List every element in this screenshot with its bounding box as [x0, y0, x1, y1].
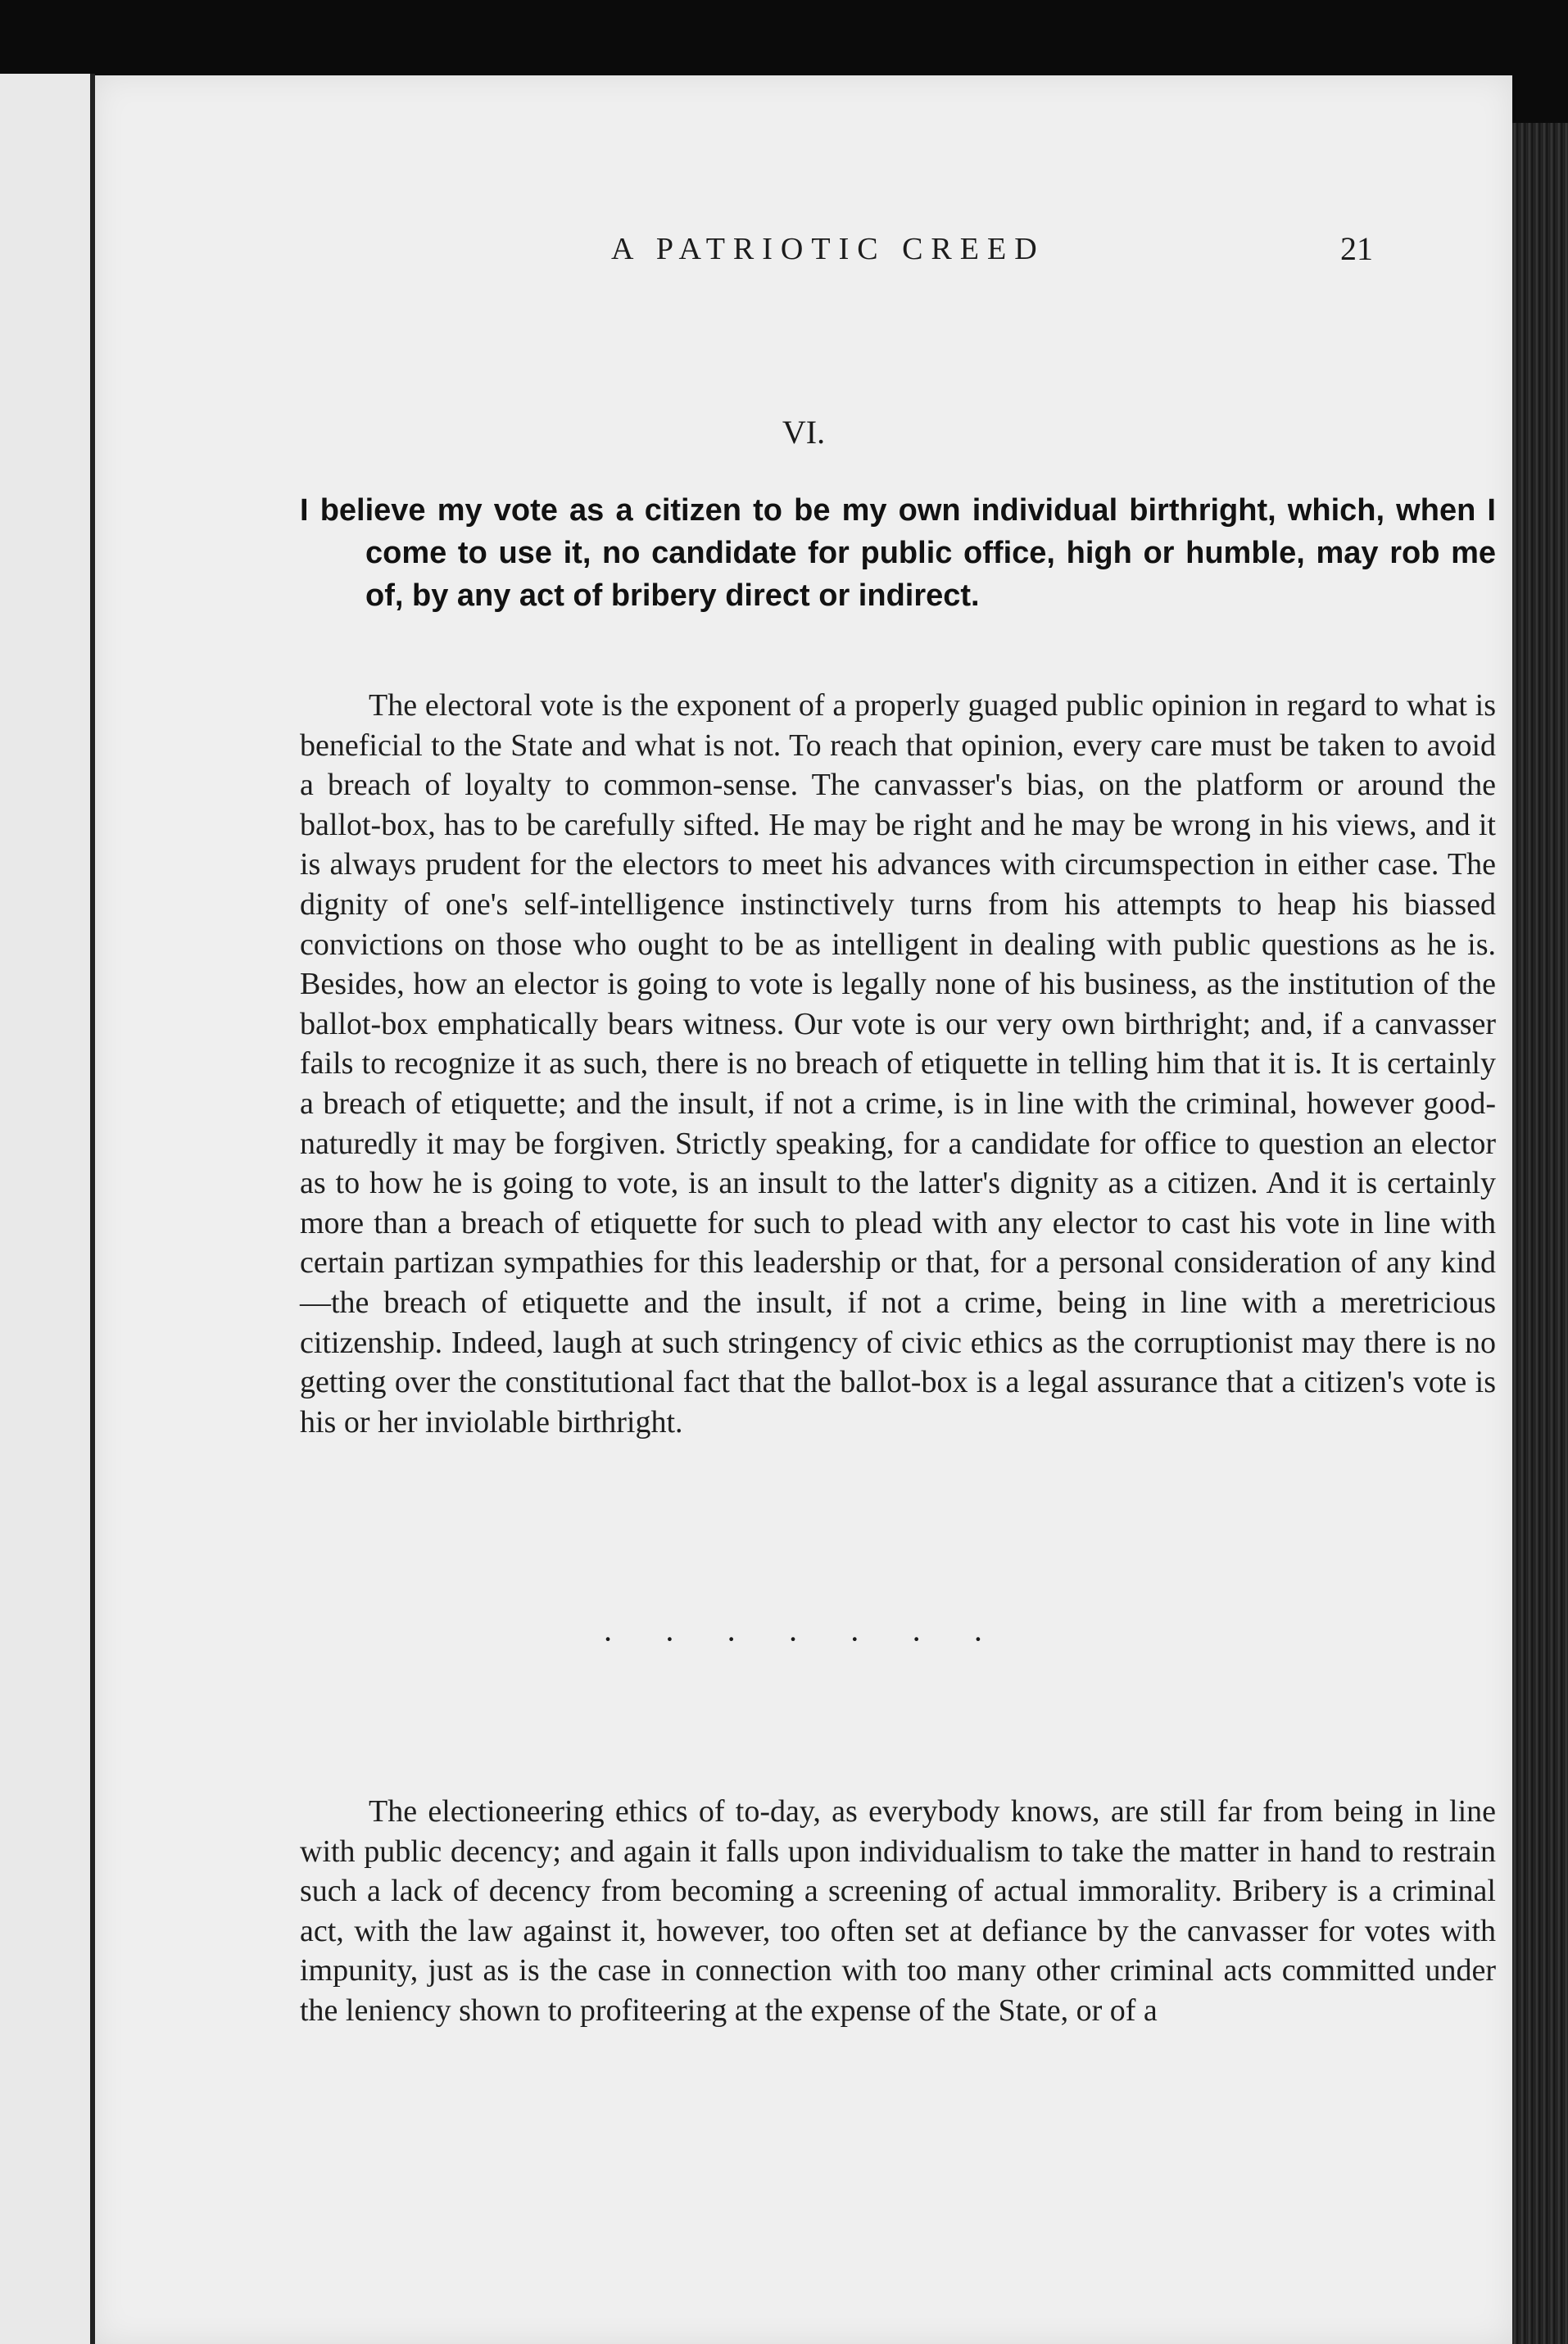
page-header [95, 231, 1512, 280]
running-head: A PATRIOTIC CREED [611, 232, 1045, 266]
creed-statement: I believe my vote as a citizen to be my own individual birthright, which, when I come to use it, no candidate for public office, high or humble, may rob me of, by any act of bribery direct or indirect. [300, 493, 1496, 613]
page-number: 21 [1340, 230, 1373, 267]
section-separator: · · · · · · · [602, 1621, 1005, 1657]
previous-page-edge [0, 74, 95, 2344]
body-paragraph: The electoral vote is the exponent of a properly guaged public opinion in regard to what is beneficial to the State and what is not. To reach that opinion, every care must be taken to avoid a breach of loyalty to common-sense. The canvasser's bias, on the platform or around the ballot-box, has to be carefully sifted. He may be right and he may be wrong in his views, and it is always prudent for the electors to meet his advances with circumspection in either case. The dignity of one's self-intelligence instinctively turns from his attempts to heap his biassed convictions on those who ought to be as intelligent in dealing with public questions as he is. Besides, how an elector is going to vote is legally none of his business, as the institution of the ballot-box emphatically bears witness. Our vote is our very own birthright; and, if a canvasser fails to recognize it as such, there is no breach of etiquette in telling him that it is. It is certainly a breach of etiquette; and the insult, if not a crime, is in line with the criminal, however good-naturedly it may be forgiven. Strictly speaking, for a candidate for office to question an elector as to how he is going to vote, is an insult to the latter's dignity as a citizen. And it is certainly more than a breach of etiquette for such to plead with any elector to cast his vote in line with certain partizan sympathies for this leadership or that, for a personal consideration of any kind—the breach of etiquette and the insult, if not a crime, being in line with a meretricious citizenship. Indeed, laugh at such stringency of civic ethics as the corruptionist may there is no getting over the constitutional fact that the ballot-box is a legal assurance that a citizen's vote is his or her inviolable birthright. [300, 688, 1496, 1439]
book-page-edges [1512, 123, 1568, 2344]
book-page [95, 75, 1512, 2344]
body-paragraph: The electioneering ethics of to-day, as everybody knows, are still far from being in line with public decency; and again it falls upon individualism to take the matter in hand to restrain such a lack of decency from becoming a screening of actual immorality. Bribery is a criminal act, with the law against it, however, too often set at defiance by the canvasser for votes with impunity, just as is the case in connection with too many other criminal acts committed under the leniency shown to profiteering at the expense of the State, or of a [300, 1794, 1496, 2028]
section-number: VI. [782, 414, 826, 451]
